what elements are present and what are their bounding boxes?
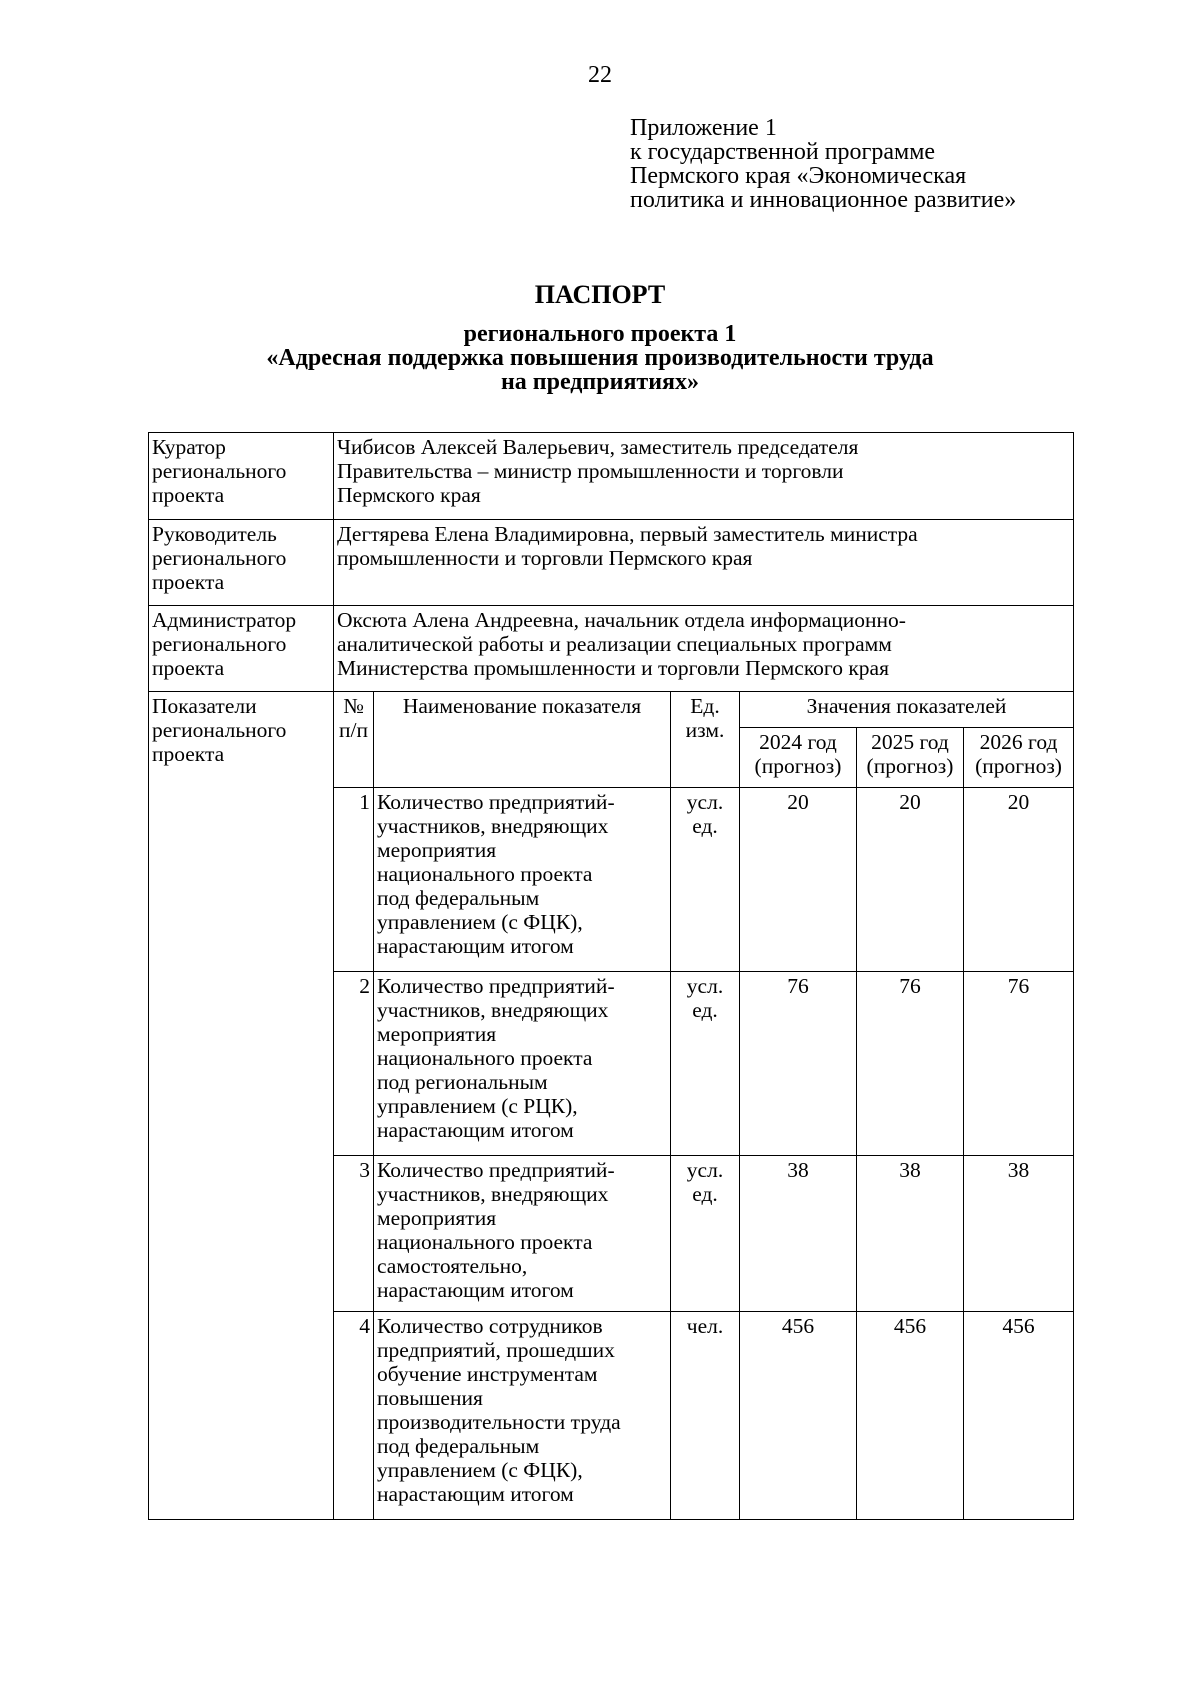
curator-label: Куратор регионального проекта <box>149 433 334 520</box>
indicator-name: Количество предприятий- участников, внедряющих мероприятия национального проекта под региональным управлением (с РЦК), нарастающим итогом <box>374 972 671 1156</box>
indicators-header-row <box>149 692 1074 728</box>
indicator-value: 20 <box>964 788 1074 972</box>
indicator-value: 38 <box>740 1156 857 1312</box>
indicator-unit: усл. ед. <box>671 972 740 1156</box>
col-header-year: 2024 год (прогноз) <box>740 728 857 788</box>
indicator-value: 456 <box>857 1312 964 1520</box>
indicator-unit: чел. <box>671 1312 740 1520</box>
admin-value: Оксюта Алена Андреевна, начальник отдела информационно- аналитической работы и реализации специальных программ Министерства промышленности и торговли Пермского края <box>334 606 1074 692</box>
indicator-name: Количество сотрудников предприятий, прошедших обучение инструментам повышения производительности труда под федеральным управлением (с ФЦК), нарастающим итогом <box>374 1312 671 1520</box>
indicator-value: 76 <box>740 972 857 1156</box>
table-row-admin <box>149 606 1074 692</box>
indicator-name: Количество предприятий- участников, внедряющих мероприятия национального проекта под федеральным управлением (с ФЦК), нарастающим итогом <box>374 788 671 972</box>
indicators-label: Показатели регионального проекта <box>149 692 334 1520</box>
appendix-line: к государственной программе <box>630 139 936 165</box>
subtitle-line: регионального проекта 1 <box>463 321 737 347</box>
appendix-line: политика и инновационное развитие» <box>630 187 1017 213</box>
curator-value: Чибисов Алексей Валерьевич, заместитель председателя Правительства – министр промышленности и торговли Пермского края <box>334 433 1074 520</box>
indicator-num: 4 <box>334 1312 374 1520</box>
col-header-year: 2025 год (прогноз) <box>857 728 964 788</box>
col-header-name: Наименование показателя <box>374 692 671 788</box>
indicator-unit: усл. ед. <box>671 788 740 972</box>
subtitle-line: на предприятиях» <box>500 369 700 395</box>
col-header-year: 2026 год (прогноз) <box>964 728 1074 788</box>
indicator-value: 456 <box>964 1312 1074 1520</box>
indicator-value: 20 <box>857 788 964 972</box>
page-number: 22 <box>588 62 612 88</box>
col-header-num: № п/п <box>334 692 374 788</box>
col-header-values: Значения показателей <box>740 692 1074 728</box>
table-row-curator <box>149 433 1074 520</box>
appendix-line: Приложение 1 <box>630 115 777 141</box>
subtitle-line: «Адресная поддержка повышения производительности труда <box>266 345 934 371</box>
indicator-num: 1 <box>334 788 374 972</box>
indicator-value: 38 <box>964 1156 1074 1312</box>
indicator-value: 38 <box>857 1156 964 1312</box>
passport-table <box>148 432 1074 1520</box>
indicator-num: 2 <box>334 972 374 1156</box>
appendix-note <box>630 116 1100 212</box>
head-value: Дегтярева Елена Владимировна, первый заместитель министра промышленности и торговли Пермского края <box>334 520 1074 606</box>
indicator-value: 76 <box>964 972 1074 1156</box>
indicator-name: Количество предприятий- участников, внедряющих мероприятия национального проекта самостоятельно, нарастающим итогом <box>374 1156 671 1312</box>
document-subtitle <box>0 322 1200 394</box>
admin-label: Администратор регионального проекта <box>149 606 334 692</box>
appendix-line: Пермского края «Экономическая <box>630 163 967 189</box>
col-header-unit: Ед. изм. <box>671 692 740 788</box>
table-row-head <box>149 520 1074 606</box>
document-title: ПАСПОРТ <box>534 280 666 309</box>
indicator-value: 456 <box>740 1312 857 1520</box>
indicator-value: 76 <box>857 972 964 1156</box>
head-label: Руководитель регионального проекта <box>149 520 334 606</box>
indicator-num: 3 <box>334 1156 374 1312</box>
indicator-value: 20 <box>740 788 857 972</box>
indicator-unit: усл. ед. <box>671 1156 740 1312</box>
